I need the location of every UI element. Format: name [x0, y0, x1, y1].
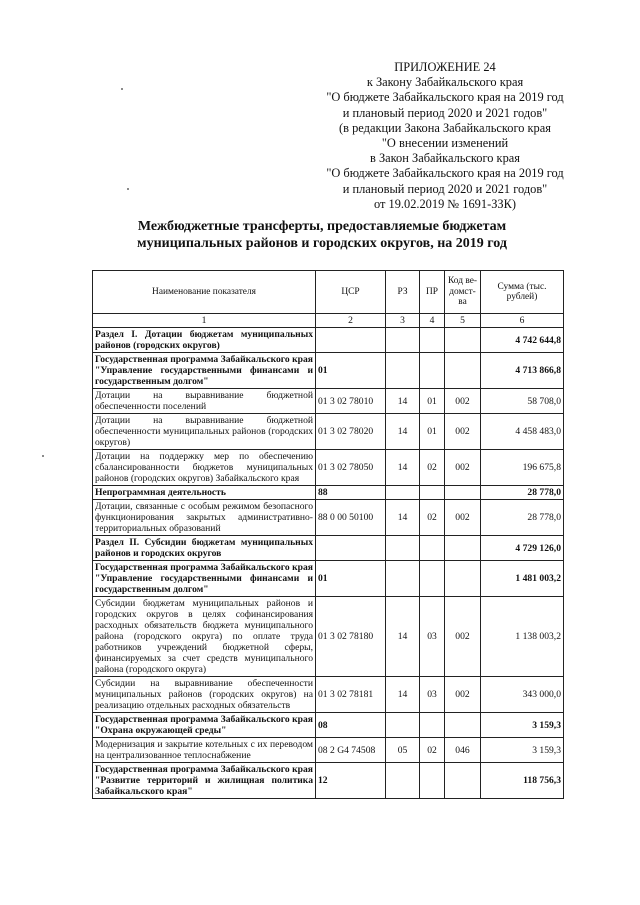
cell-csr: [316, 536, 386, 561]
column-number: 2: [316, 314, 386, 328]
table-row: [93, 713, 564, 738]
cell-rz: [386, 328, 420, 353]
cell-pr: [420, 763, 445, 799]
table-row: [93, 328, 564, 353]
cell-name: Раздел II. Субсидии бюджетам муниципальных районов и городских округов: [93, 536, 316, 561]
cell-name: Государственная программа Забайкальского края "Развитие территорий и жилищная политика Забайкальского края": [93, 763, 316, 799]
cell-sum: 4 458 483,0: [481, 414, 564, 450]
header-line: "О бюджете Забайкальского края на 2019 год: [326, 166, 564, 181]
column-header-rz: РЗ: [386, 271, 420, 314]
cell-sum: 3 159,3: [481, 738, 564, 763]
cell-csr: 01 3 02 78180: [316, 597, 386, 677]
table-row: [93, 500, 564, 536]
cell-kod: 002: [445, 450, 481, 486]
cell-name: Дотации, связанные с особым режимом безопасного функционирования закрытых административно-территориальных образований: [93, 500, 316, 536]
table-row: [93, 536, 564, 561]
table-row: [93, 738, 564, 763]
cell-kod: [445, 561, 481, 597]
cell-sum: 1 481 003,2: [481, 561, 564, 597]
cell-pr: [420, 536, 445, 561]
cell-name: Государственная программа Забайкальского края "Управление государственными финансами и государственным долгом": [93, 561, 316, 597]
cell-pr: 01: [420, 414, 445, 450]
cell-pr: [420, 561, 445, 597]
table-row: [93, 763, 564, 799]
cell-rz: 05: [386, 738, 420, 763]
cell-csr: 12: [316, 763, 386, 799]
cell-name: Субсидии бюджетам муниципальных районов и городских округов в целях софинансирования расходных обязательств бюджета муниципального района (городского округа) по оплате труда работников учреждений бюджетной сферы, финансируемых за счет средств муниципального района (городского округа): [93, 597, 316, 677]
column-header-pr: ПР: [420, 271, 445, 314]
transfers-table: [92, 270, 564, 799]
cell-csr: 88: [316, 486, 386, 500]
cell-rz: 14: [386, 450, 420, 486]
cell-csr: 88 0 00 50100: [316, 500, 386, 536]
column-header-kod: Код ве-домст-ва: [445, 271, 481, 314]
header-line: к Закону Забайкальского края: [366, 75, 524, 90]
cell-pr: 03: [420, 677, 445, 713]
cell-pr: [420, 713, 445, 738]
cell-kod: 002: [445, 389, 481, 414]
cell-kod: [445, 713, 481, 738]
cell-name: Субсидии на выравнивание обеспеченности муниципальных районов (городских округов) на реализацию отдельных расходных обязательств: [93, 677, 316, 713]
cell-kod: [445, 536, 481, 561]
cell-kod: 002: [445, 677, 481, 713]
cell-kod: 002: [445, 597, 481, 677]
cell-sum: 28 778,0: [481, 500, 564, 536]
table-row: [93, 389, 564, 414]
cell-csr: 01: [316, 353, 386, 389]
document-title: [92, 218, 552, 252]
table-row: [93, 597, 564, 677]
cell-sum: 4 729 126,0: [481, 536, 564, 561]
cell-name: Модернизация и закрытие котельных с их переводом на централизованное теплоснабжение: [93, 738, 316, 763]
column-number: 4: [420, 314, 445, 328]
cell-rz: 14: [386, 597, 420, 677]
column-number-row: [93, 314, 564, 328]
scan-speck: [127, 188, 129, 190]
cell-kod: [445, 328, 481, 353]
cell-csr: 01: [316, 561, 386, 597]
header-line: и плановый период 2020 и 2021 годов": [342, 105, 548, 120]
cell-rz: 14: [386, 500, 420, 536]
cell-rz: 14: [386, 414, 420, 450]
table-row: [93, 677, 564, 713]
cell-pr: 02: [420, 738, 445, 763]
cell-kod: 002: [445, 500, 481, 536]
header-line: "О внесении изменений: [381, 136, 509, 151]
cell-sum: 118 756,3: [481, 763, 564, 799]
cell-rz: [386, 713, 420, 738]
cell-kod: 002: [445, 414, 481, 450]
cell-rz: [386, 561, 420, 597]
cell-csr: 01 3 02 78010: [316, 389, 386, 414]
scan-speck: [42, 455, 44, 457]
column-number: 6: [481, 314, 564, 328]
cell-sum: 3 159,3: [481, 713, 564, 738]
cell-rz: [386, 486, 420, 500]
scan-speck: [121, 88, 123, 90]
column-number: 3: [386, 314, 420, 328]
table-header-row: [93, 271, 564, 314]
cell-name: Дотации на поддержку мер по обеспечению сбалансированности бюджетов муниципальных районов (городских округов) Забайкальского края: [93, 450, 316, 486]
column-number: 1: [93, 314, 316, 328]
cell-sum: 28 778,0: [481, 486, 564, 500]
table-row: [93, 450, 564, 486]
cell-csr: [316, 328, 386, 353]
header-line: ПРИЛОЖЕНИЕ 24: [394, 60, 496, 74]
cell-sum: 4 742 644,8: [481, 328, 564, 353]
header-line: и плановый период 2020 и 2021 годов": [342, 181, 548, 196]
cell-sum: 343 000,0: [481, 677, 564, 713]
column-header-name: Наименование показателя: [93, 271, 316, 314]
cell-rz: [386, 353, 420, 389]
cell-csr: 08: [316, 713, 386, 738]
cell-pr: [420, 353, 445, 389]
appendix-header: [300, 60, 590, 212]
column-header-csr: ЦСР: [316, 271, 386, 314]
cell-sum: 196 675,8: [481, 450, 564, 486]
table-row: [93, 414, 564, 450]
header-line: от 19.02.2019 № 1691-ЗЗК): [373, 196, 517, 211]
cell-name: Непрограммная деятельность: [93, 486, 316, 500]
cell-name: Дотации на выравнивание бюджетной обеспеченности муниципальных районов (городских округов): [93, 414, 316, 450]
cell-name: Дотации на выравнивание бюджетной обеспеченности поселений: [93, 389, 316, 414]
table-body: [93, 328, 564, 799]
cell-rz: 14: [386, 677, 420, 713]
header-line: в Закон Забайкальского края: [370, 151, 520, 166]
header-line: "О бюджете Забайкальского края на 2019 год: [326, 90, 564, 105]
cell-csr: 01 3 02 78181: [316, 677, 386, 713]
cell-sum: 4 713 866,8: [481, 353, 564, 389]
table-row: [93, 353, 564, 389]
cell-pr: 03: [420, 597, 445, 677]
cell-pr: 02: [420, 500, 445, 536]
cell-csr: 08 2 G4 74508: [316, 738, 386, 763]
header-line: (в редакции Закона Забайкальского края: [339, 120, 551, 135]
title-line-1: Межбюджетные трансферты, предоставляемые бюджетам: [137, 219, 507, 234]
table-row: [93, 486, 564, 500]
cell-csr: 01 3 02 78050: [316, 450, 386, 486]
cell-kod: 046: [445, 738, 481, 763]
cell-csr: 01 3 02 78020: [316, 414, 386, 450]
cell-rz: 14: [386, 389, 420, 414]
title-line-2: муниципальных районов и городских округов, на 2019 год: [137, 236, 507, 251]
cell-rz: [386, 763, 420, 799]
cell-pr: 02: [420, 450, 445, 486]
column-header-sum: Сумма (тыс. рублей): [481, 271, 564, 314]
cell-pr: [420, 486, 445, 500]
cell-name: Раздел I. Дотации бюджетам муниципальных районов (городских округов): [93, 328, 316, 353]
cell-pr: 01: [420, 389, 445, 414]
cell-name: Государственная программа Забайкальского края "Охрана окружающей среды": [93, 713, 316, 738]
cell-pr: [420, 328, 445, 353]
table-row: [93, 561, 564, 597]
cell-sum: 58 708,0: [481, 389, 564, 414]
cell-kod: [445, 486, 481, 500]
cell-sum: 1 138 003,2: [481, 597, 564, 677]
column-number: 5: [445, 314, 481, 328]
cell-kod: [445, 763, 481, 799]
cell-rz: [386, 536, 420, 561]
cell-name: Государственная программа Забайкальского края "Управление государственными финансами и государственным долгом": [93, 353, 316, 389]
cell-kod: [445, 353, 481, 389]
